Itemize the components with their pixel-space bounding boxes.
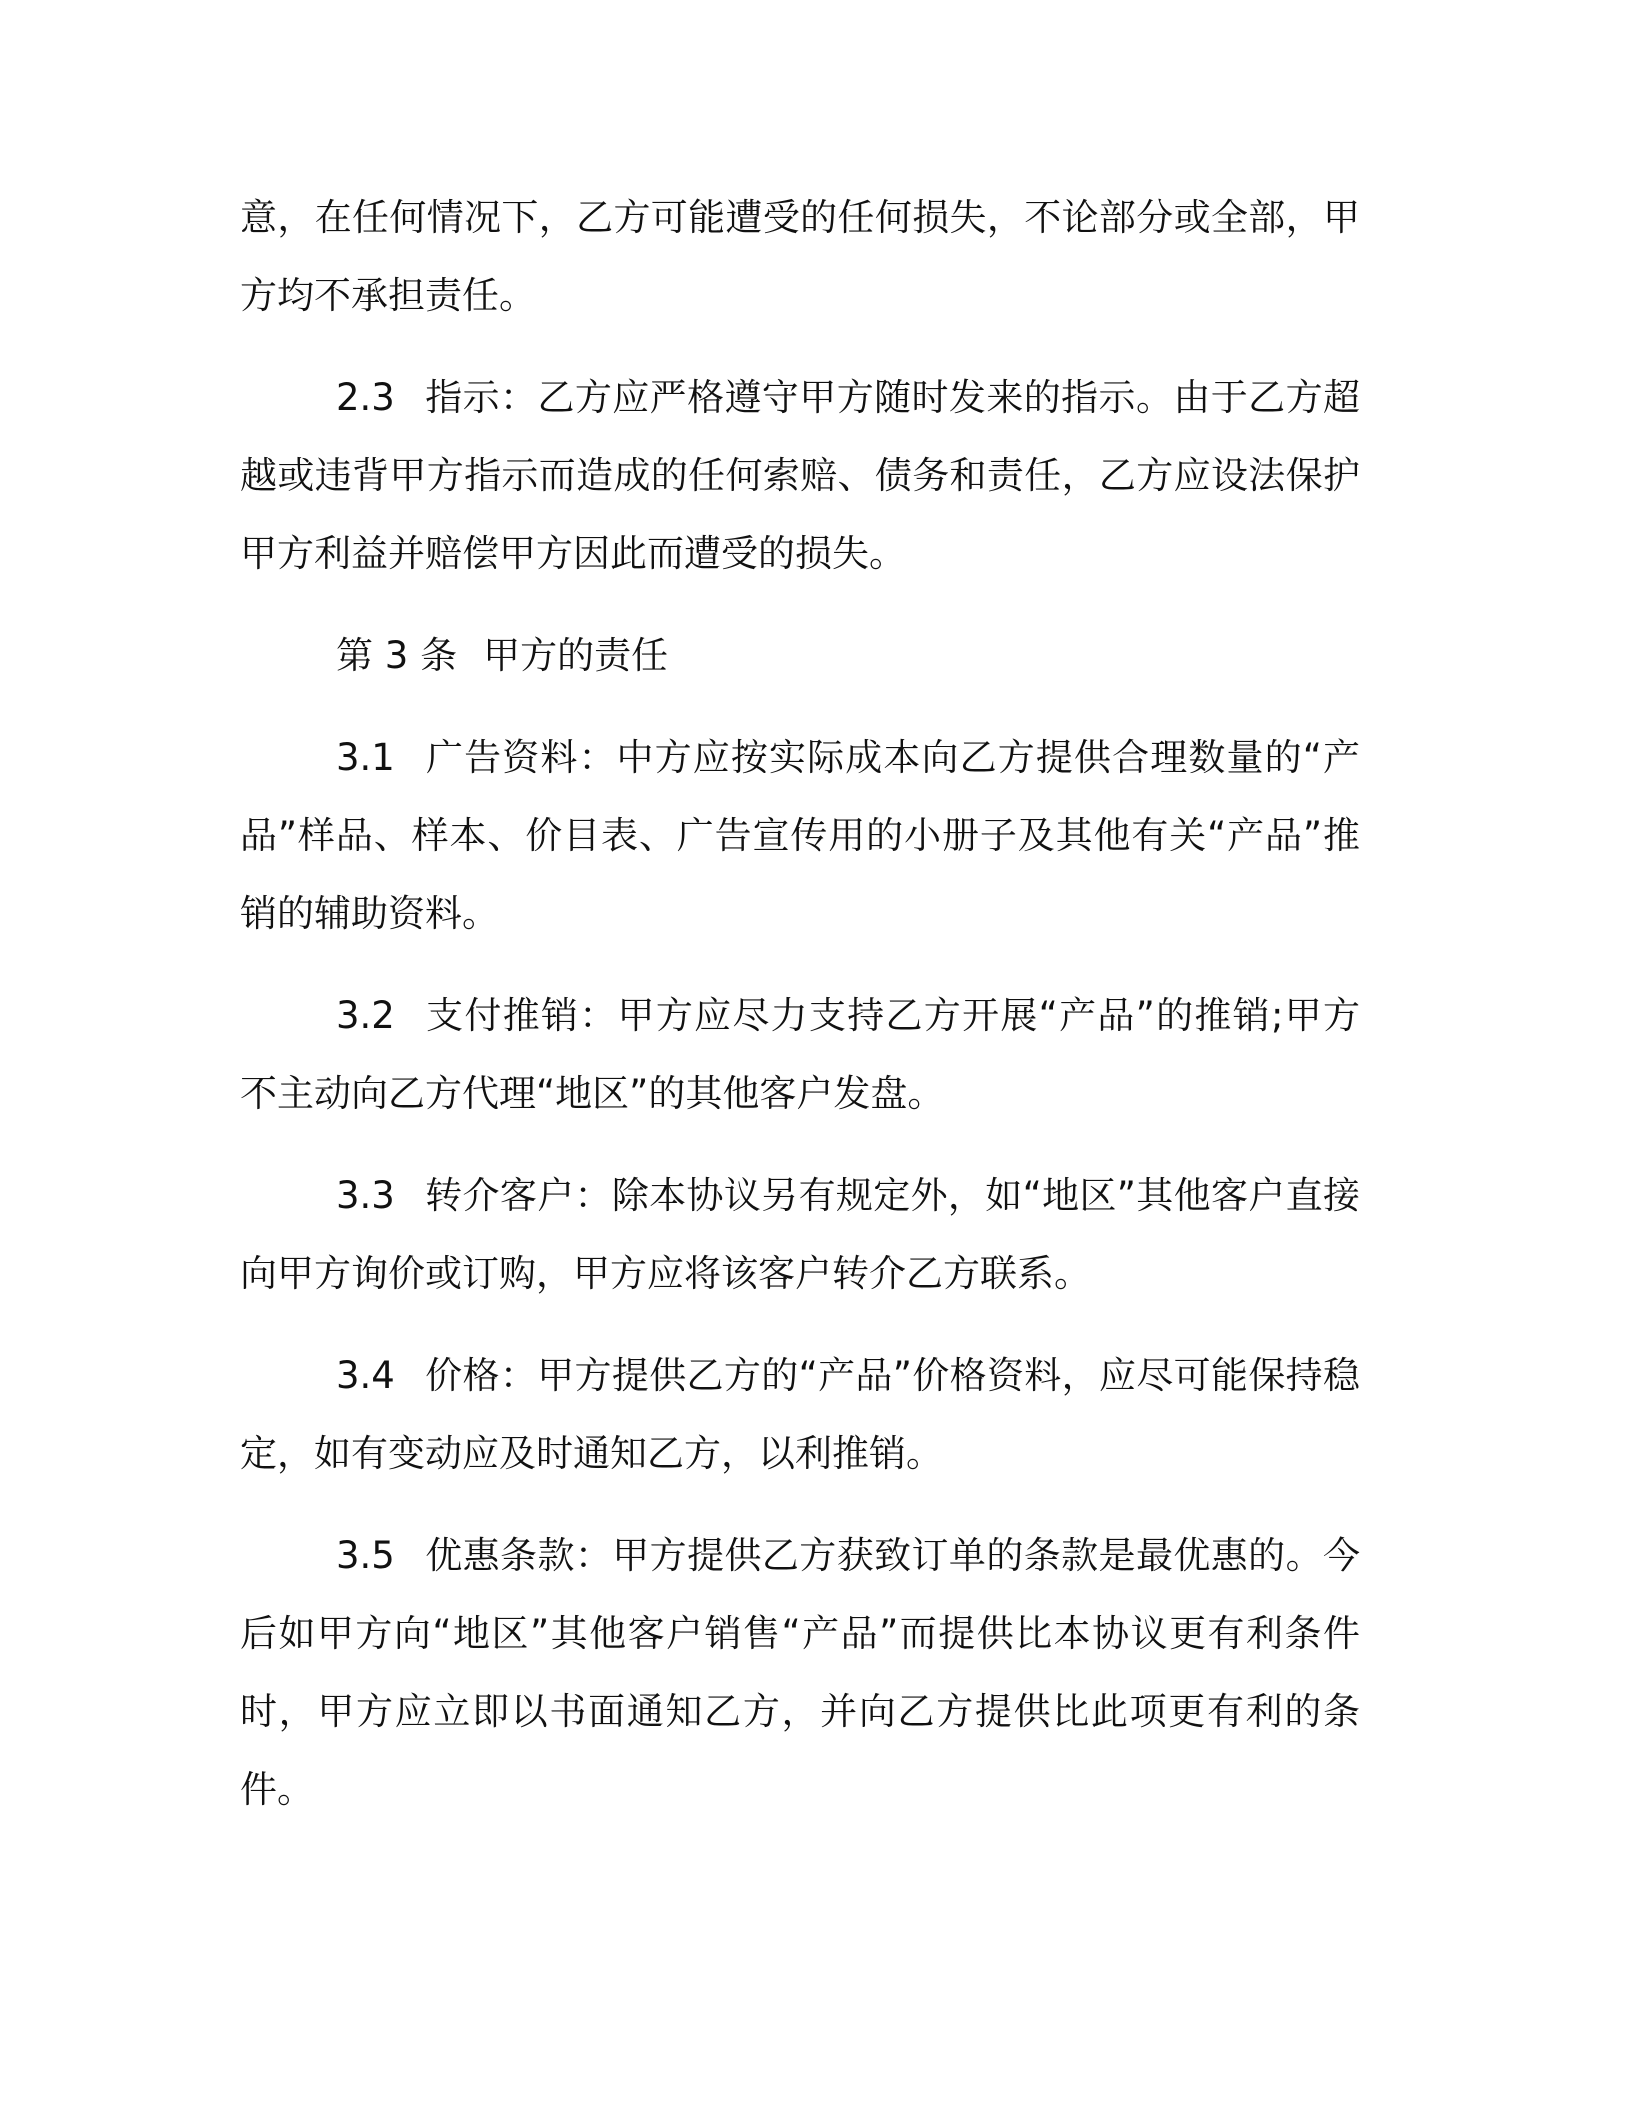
- paragraph-continuation: [240, 179, 1360, 335]
- clause-number: 3.4: [336, 1354, 395, 1397]
- clause-number: 2.3: [336, 376, 395, 419]
- clause-number: 3.5: [336, 1534, 395, 1577]
- article-3-heading: [240, 617, 1360, 695]
- clause-3-4: [240, 1337, 1360, 1493]
- clause-number: 3.2: [336, 994, 395, 1037]
- clause-2-3: [240, 359, 1360, 593]
- clause-text: 转介客户：除本协议另有规定外，如“地区”其他客户直接向甲方询价或订购，甲方应将该客户转介乙方联系。: [240, 1174, 1360, 1295]
- clause-text: 广告资料：中方应按实际成本向乙方提供合理数量的“产品”样品、样本、价目表、广告宣传用的小册子及其他有关“产品”推销的辅助资料。: [240, 736, 1360, 935]
- article-title: 甲方的责任: [483, 634, 669, 677]
- clause-3-2: [240, 977, 1360, 1133]
- paragraph-text: 意，在任何情况下，乙方可能遭受的任何损失，不论部分或全部，甲方均不承担责任。: [240, 196, 1360, 317]
- clause-number: 3.1: [336, 736, 395, 779]
- clause-3-3: [240, 1157, 1360, 1313]
- clause-text: 指示：乙方应严格遵守甲方随时发来的指示。由于乙方超越或违背甲方指示而造成的任何索赔、债务和责任，乙方应设法保护甲方利益并赔偿甲方因此而遭受的损失。: [240, 376, 1360, 575]
- clause-text: 支付推销：甲方应尽力支持乙方开展“产品”的推销;甲方不主动向乙方代理“地区”的其他客户发盘。: [240, 994, 1360, 1115]
- clause-3-1: [240, 719, 1360, 953]
- clause-text: 价格：甲方提供乙方的“产品”价格资料，应尽可能保持稳定，如有变动应及时通知乙方，以利推销。: [240, 1354, 1360, 1475]
- clause-text: 优惠条款：甲方提供乙方获致订单的条款是最优惠的。今后如甲方向“地区”其他客户销售“产品”而提供比本协议更有利条件时，甲方应立即以书面通知乙方，并向乙方提供比此项更有利的条件。: [240, 1534, 1360, 1811]
- article-number: 第 3 条: [336, 634, 458, 677]
- clause-3-5: [240, 1517, 1360, 1829]
- document-body: [240, 179, 1360, 1853]
- clause-number: 3.3: [336, 1174, 395, 1217]
